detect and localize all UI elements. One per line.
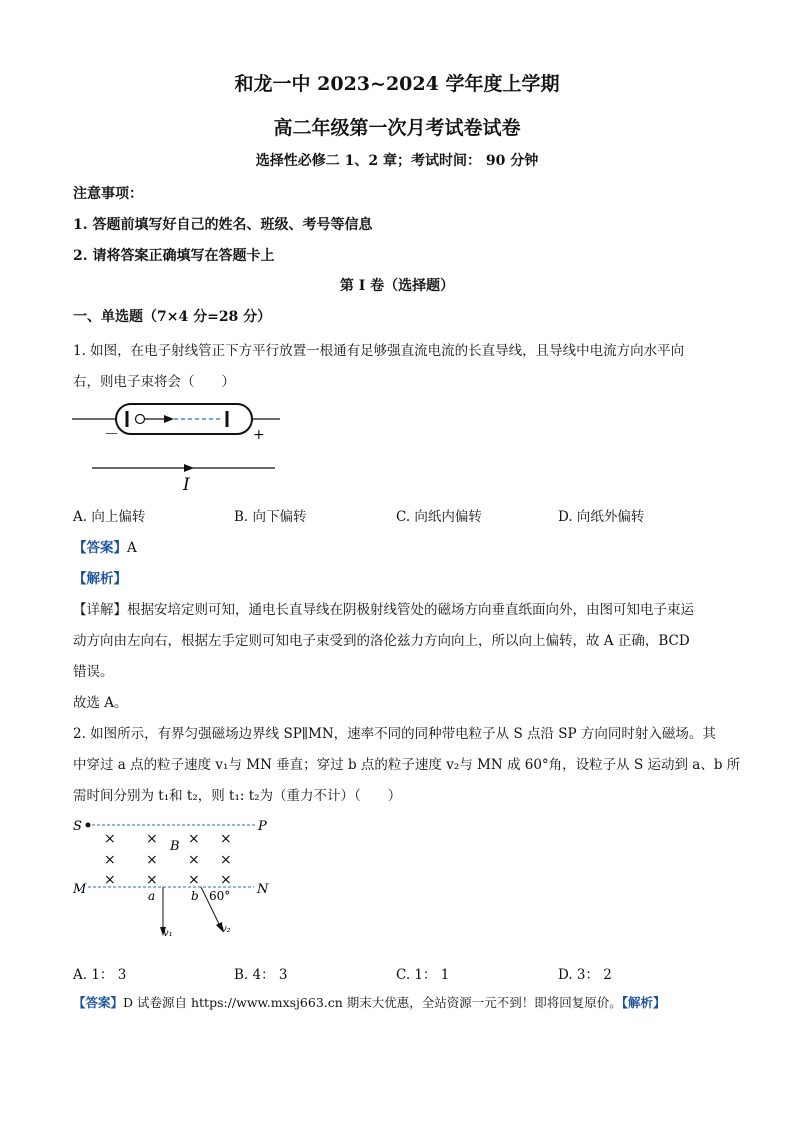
cross-mark: × — [220, 872, 232, 888]
q2-option-b: B. 4： 3 — [234, 967, 288, 983]
q1-analysis-tag: 【解析】 — [73, 571, 127, 587]
notes-item-2: 2. 请将答案正确填写在答题卡上 — [73, 248, 275, 264]
q1-answer-value: A — [127, 540, 137, 556]
section-heading: 一、单选题（7×4 分=28 分） — [73, 309, 272, 325]
cross-mark: × — [188, 831, 200, 847]
label-v1: v₁ — [163, 928, 173, 939]
q2-answer — [73, 993, 666, 1011]
minus-label: － — [104, 425, 120, 443]
beam-arrow-icon — [164, 415, 174, 423]
label-m: M — [73, 882, 87, 897]
current-arrow-icon — [184, 464, 194, 472]
q2-option-c: C. 1： 1 — [396, 967, 450, 983]
q2-option-d: D. 3： 2 — [558, 967, 612, 983]
q2-option-a: A. 1： 3 — [73, 967, 127, 983]
q1-stem-line1: 1. 如图，在电子射线管正下方平行放置一根通有足够强直流电流的长直导线，且导线中电流方向水平向 — [73, 343, 685, 359]
q1-answer-tag: 【答案】 — [73, 540, 127, 556]
notes-heading: 注意事项： — [73, 186, 143, 202]
cross-mark: × — [104, 831, 116, 847]
label-v2: v₂ — [221, 924, 231, 935]
notes-item-1: 1. 答题前填写好自己的姓名、班级、考号等信息 — [73, 217, 373, 233]
label-s: S — [73, 819, 82, 834]
label-b-field: B — [170, 839, 180, 854]
electron-source — [136, 415, 145, 424]
label-n: N — [257, 882, 269, 897]
label-p: P — [258, 819, 267, 834]
q1-detail-tag: 【详解】 — [73, 602, 127, 618]
q1-detail-line2: 动方向由左向右，根据左手定则可知电子束受到的洛伦兹力方向向上，所以向上偏转，故 A 正确，BCD — [73, 633, 690, 649]
cross-mark: × — [104, 872, 116, 888]
label-b-point: b — [191, 889, 199, 903]
q1-figure-electron-tube — [70, 398, 290, 496]
q1-option-c: C. 向纸内偏转 — [396, 509, 482, 525]
q2-stem-line3: 需时间分别为 t₁和 t₂，则 t₁: t₂为（重力不计）（ ） — [73, 788, 402, 804]
q1-stem-line2: 右，则电子束将会（ ） — [73, 374, 235, 390]
q2-analysis-tag: 【解析】 — [621, 995, 666, 1010]
q2-stem-line2: 中穿过 a 点的粒子速度 v₁与 MN 垂直；穿过 b 点的粒子速度 v₂与 MN 成 60°角，设粒子从 S 运动到 a、b 所 — [73, 757, 741, 773]
exam-subtitle: 选择性必修二 1、2 章；考试时间： 90 分钟 — [255, 153, 539, 169]
plus-label: + — [253, 427, 265, 443]
q1-detail-line3: 错误。 — [73, 664, 114, 680]
q1-detail-line1 — [73, 598, 694, 618]
q1-conclusion: 故选 A。 — [73, 695, 128, 711]
cross-mark: × — [188, 872, 200, 888]
q1-answer — [73, 536, 137, 556]
q2-answer-text: D 试卷源自 https://www.mxsj663.cn 期末大优惠，全站资源一元不到！即将回复原价。 — [123, 995, 622, 1010]
label-a: a — [148, 889, 156, 903]
current-label: I — [183, 475, 190, 495]
cross-mark: × — [220, 852, 232, 868]
q1-option-b: B. 向下偏转 — [234, 509, 307, 525]
cross-mark: × — [146, 831, 158, 847]
cross-mark: × — [146, 872, 158, 888]
q1-detail-text1: 根据安培定则可知，通电长直导线在阴极射线管处的磁场方向垂直纸面向外，由图可知电子束运 — [127, 602, 694, 618]
part-title: 第 I 卷（选择题） — [339, 278, 455, 294]
cross-mark: × — [220, 831, 232, 847]
point-s-dot — [86, 823, 91, 828]
cross-mark: × — [104, 852, 116, 868]
exam-title-line2: 高二年级第一次月考试卷试卷 — [273, 117, 521, 139]
q2-figure-magnetic-field — [70, 812, 280, 940]
cross-mark: × — [188, 852, 200, 868]
angle-label: 60° — [209, 889, 231, 903]
q2-stem-line1: 2. 如图所示，有界匀强磁场边界线 SP∥MN，速率不同的同种带电粒子从 S 点沿 SP 方向同时射入磁场。其 — [73, 726, 716, 742]
q1-option-d: D. 向纸外偏转 — [558, 509, 645, 525]
cross-mark: × — [146, 852, 158, 868]
q1-option-a: A. 向上偏转 — [73, 509, 146, 525]
q2-answer-tag: 【答案】 — [73, 995, 124, 1010]
exam-title-line1: 和龙一中 2023~2024 学年度上学期 — [234, 73, 560, 95]
